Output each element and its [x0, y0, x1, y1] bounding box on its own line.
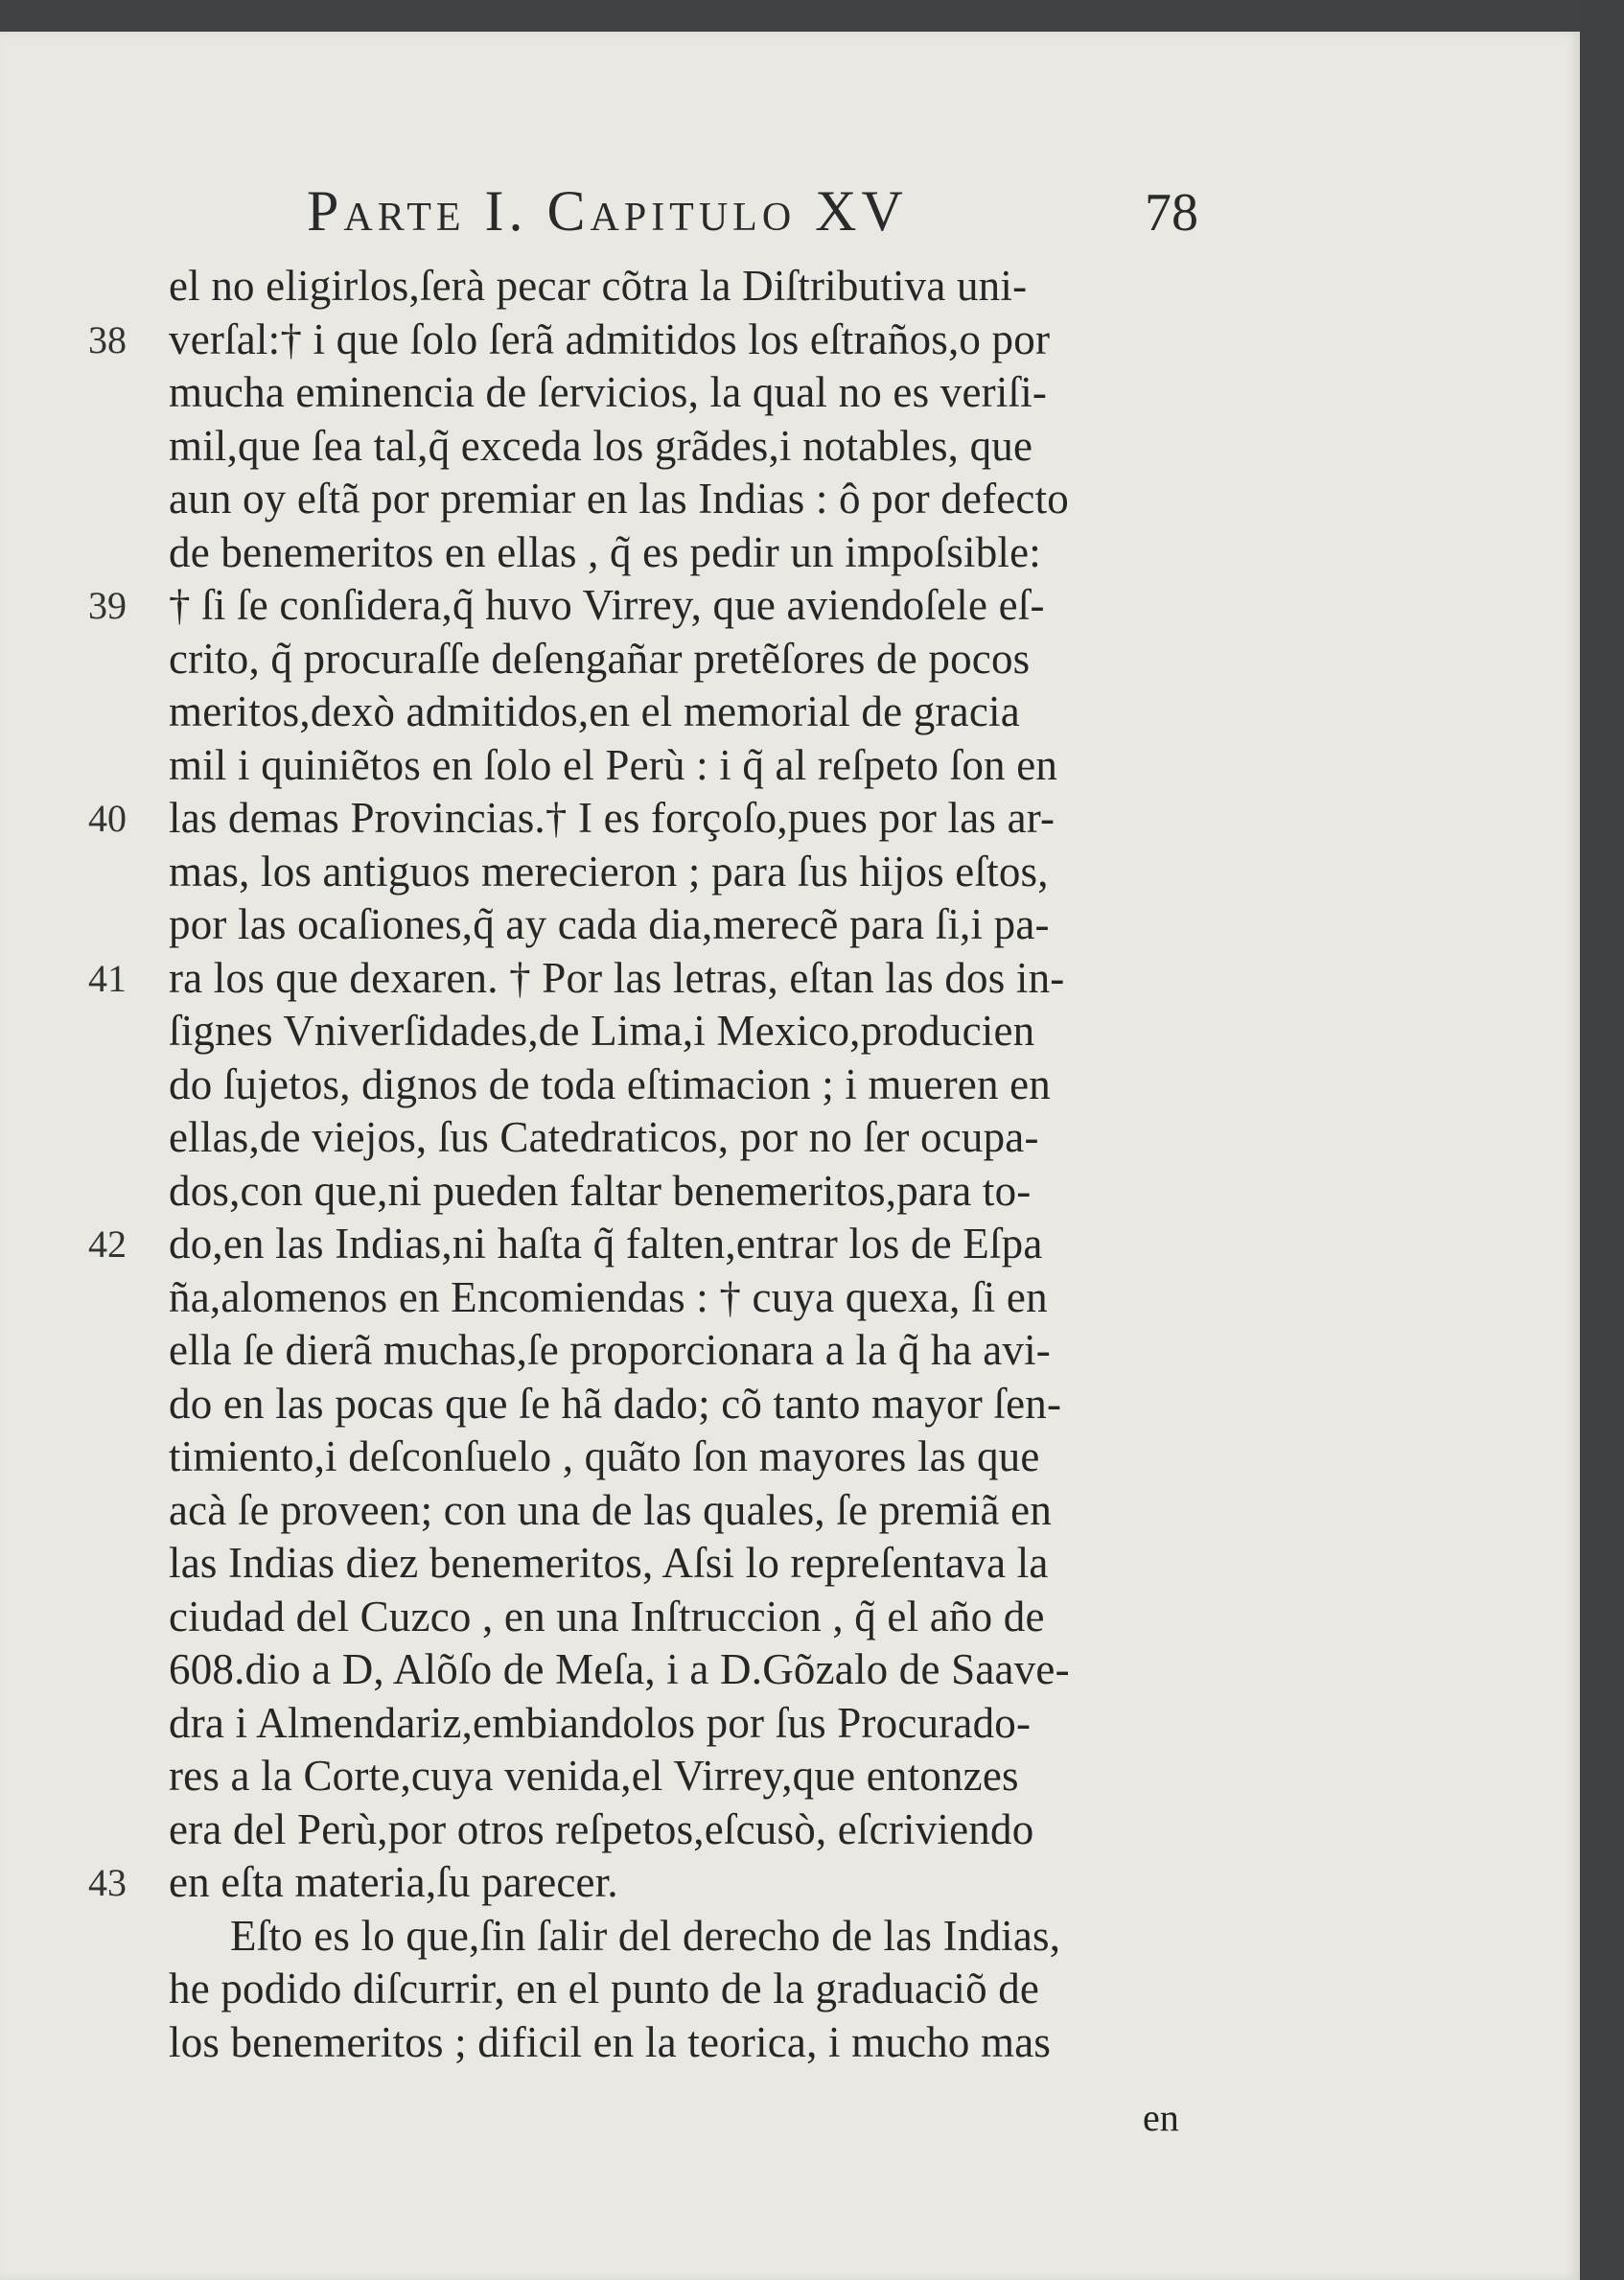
- text-line: mil,que ſea tal,q̃ exceda los grãdes,i notables, que: [169, 421, 1033, 470]
- book-page: [0, 32, 1580, 2280]
- text-line: dra i Almendariz,embiandolos por ſus Procurado-: [169, 1698, 1032, 1747]
- text-line: el no eligirlos,ſerà pecar cõtra la Diſtributiva uni-: [169, 262, 1028, 310]
- text-line: do ſujetos, dignos de toda eſtimacion ; i mueren en: [169, 1059, 1051, 1108]
- paragraph-number: 39: [88, 584, 127, 627]
- text-line: las demas Provincias.† I es forçoſo,pues por las ar-: [169, 794, 1056, 842]
- text-line: verſal:† i que ſolo ſerã admitidos los eſtraños,o por: [169, 314, 1051, 363]
- text-line: res a la Corte,cuya venida,el Virrey,que entonzes: [169, 1752, 1019, 1800]
- text-line: crito, q̃ procuraſſe deſengañar pretẽſores de pocos: [169, 634, 1031, 683]
- text-line: meritos,dexò admitidos,en el memorial de gracia: [169, 687, 1020, 735]
- text-line: ña,alomenos en Encomiendas : † cuya quexa, ſi en: [169, 1272, 1048, 1321]
- scan-top-border: [0, 0, 1624, 32]
- running-title: Parte I. Capitulo XV: [307, 179, 908, 243]
- text-line: era del Perù,por otros reſpetos,eſcusò, eſcriviendo: [169, 1804, 1034, 1853]
- text-line: ra los que dexaren. † Por las letras, eſtan las dos in-: [169, 953, 1065, 1002]
- paragraph-number: 43: [88, 1861, 127, 1904]
- text-line: do,en las Indias,ni haſta q̃ falten,entrar los de Eſpa: [169, 1220, 1043, 1268]
- text-line: en eſta materia,ſu parecer.: [169, 1858, 618, 1906]
- text-line: he podido diſcurrir, en el punto de la graduaciõ de: [169, 1965, 1040, 2012]
- scan-right-border: [1580, 0, 1624, 2280]
- running-header: [307, 178, 1208, 255]
- text-line: do en las pocas que ſe hã dado; cõ tanto mayor ſen-: [169, 1379, 1062, 1428]
- paragraph-number: 42: [88, 1222, 127, 1266]
- paragraph-number: 41: [88, 956, 127, 1000]
- paragraph-number: 38: [88, 317, 127, 361]
- text-line: dos,con que,ni pueden faltar benemeritos,para to-: [169, 1166, 1032, 1215]
- paragraph-number: 40: [88, 797, 127, 840]
- text-line: de benemeritos en ellas , q̃ es pedir un impoſsible:: [169, 527, 1041, 576]
- text-line: los benemeritos ; dificil en la teorica, i mucho mas: [169, 2017, 1052, 2066]
- text-line: ciudad del Cuzco , en una Inſtruccion , q̃ el año de: [169, 1592, 1045, 1640]
- text-line: por las ocaſiones,q̃ ay cada dia,merecẽ para ſi,i pa-: [169, 900, 1050, 948]
- text-line: las Indias diez benemeritos, Aſsi lo repreſentava la: [169, 1539, 1049, 1587]
- text-line: ellas,de viejos, ſus Catedraticos, por no ſer ocupa-: [169, 1113, 1039, 1161]
- catchword: en: [1143, 2096, 1179, 2139]
- text-line: ſignes Vniverſidades,de Lima,i Mexico,producien: [169, 1007, 1035, 1055]
- text-line: mas, los antiguos merecieron ; para ſus hijos eſtos,: [169, 847, 1049, 896]
- body-text: [169, 260, 1204, 2069]
- text-line: acà ſe proveen; con una de las quales, ſe premiã en: [169, 1485, 1053, 1534]
- text-line: aun oy eſtã por premiar en las Indias : ô por defecto: [169, 475, 1070, 523]
- text-line: Eſto es lo que,ſin ſalir del derecho de las Indias,: [230, 1911, 1061, 1960]
- text-line: mil i quiniẽtos en ſolo el Perù : i q̃ al reſpeto ſon en: [169, 740, 1058, 789]
- text-line: mucha eminencia de ſervicios, la qual no es veriſi-: [169, 368, 1048, 416]
- folio-number: 78: [1145, 183, 1198, 243]
- text-line: timiento,i deſconſuelo , quãto ſon mayores las que: [169, 1432, 1040, 1480]
- text-line: † ſi ſe conſidera,q̃ huvo Virrey, que aviendoſele eſ-: [169, 581, 1045, 629]
- text-line: ella ſe dierã muchas,ſe proporcionara a la q̃ ha avi-: [169, 1326, 1051, 1374]
- text-line: 608.dio a D, Alõſo de Meſa, i a D.Gõzalo de Saave-: [169, 1645, 1070, 1693]
